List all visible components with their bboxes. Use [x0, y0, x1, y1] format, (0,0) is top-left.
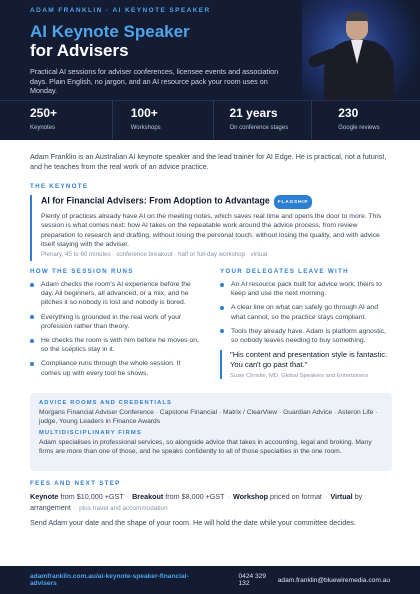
keynote-title-text: AI for Financial Advisers: From Adoption to Advantage: [41, 195, 270, 206]
bullet-dot-icon: [220, 283, 224, 287]
title-line-2: for Advisers: [30, 41, 129, 60]
list-item: [220, 327, 392, 345]
delegates-heading: YOUR DELEGATES LEAVE WITH: [220, 268, 349, 275]
fees-line: [30, 492, 392, 514]
bullet-dot-icon: [30, 362, 34, 366]
firms-heading: MULTIDISCIPLINARY FIRMS: [39, 430, 142, 436]
separator: ·: [73, 502, 77, 512]
quote-text: "His content and presentation style is fantastic. You can't go past that.": [230, 350, 388, 369]
list-item-text: A clear line on what can safely go through AI and what cannot, so the practice stays compliant.: [231, 304, 378, 321]
stat-value: 250+: [30, 106, 58, 120]
list-item: [30, 336, 200, 354]
flagship-badge: FLAGSHIP: [274, 195, 313, 209]
fee-virtual-label: Virtual: [330, 492, 353, 501]
footer-phone[interactable]: 0424 329 132: [238, 573, 266, 587]
firms-text: Adam specialises in professional services, so alongside advice that takes in accounting, legal and broking. Many firms are more than one of those, and he speaks confidently to all of those specialties in the one room.: [39, 439, 372, 455]
bullet-dot-icon: [30, 315, 34, 319]
list-item: [30, 280, 200, 308]
bullet-dot-icon: [30, 283, 34, 287]
page-title: [30, 22, 190, 60]
list-item: [30, 359, 200, 377]
fee-virtual-price: by arrangement: [30, 492, 363, 512]
fee-breakout-label: Breakout: [132, 492, 164, 501]
stat-label: Google reviews: [338, 125, 380, 131]
bullet-dot-icon: [30, 339, 34, 343]
hero-banner: [0, 0, 420, 100]
keynote-heading: THE KEYNOTE: [30, 183, 89, 190]
keynote-formats: Plenary, 45 to 60 minutes · conference breakout · half or full-day workshop · virtual: [41, 251, 268, 259]
bullet-dot-icon: [220, 329, 224, 333]
stat-reviews: [312, 101, 420, 140]
list-item-text: Everything is grounded in the real work of your profession rather than theory.: [41, 313, 182, 330]
stat-years: [214, 101, 313, 140]
list-item: [30, 313, 200, 331]
keynote-card: [30, 195, 392, 261]
hero-tag: ADAM FRANKLIN · AI KEYNOTE SPEAKER: [30, 7, 211, 14]
list-item-text: An AI resource pack built for advice work, theirs to keep and use the next morning.: [231, 281, 382, 298]
credentials-panel: [30, 393, 392, 471]
testimonial-quote: [220, 350, 392, 379]
stat-value: 230: [338, 106, 359, 120]
speaker-hair: [346, 12, 368, 21]
list-item-text: Compliance runs through the whole session. It comes up with every tool he shows.: [41, 360, 181, 377]
intro-paragraph: Adam Franklin is an Australian AI keynote speaker and the lead trainer for AI Edge. He is practical, not a futurist, and he teaches from the real work of an advice practice.: [30, 152, 387, 171]
fee-breakout-price: from $8,000 +GST: [165, 492, 225, 501]
list-item-text: Tools they already have. Adam is platform agnostic, so nobody leaves needing to buy something.: [231, 327, 386, 345]
fee-workshop-price: priced on format: [270, 492, 322, 501]
keynote-description: Plenty of practices already have AI on the meeting notes, which saves real time and opens the door to more. This session is what comes next: how AI takes on the repeatable work around the advice process, from review preparation to research and drafting, without losing the personal touch, without losing the quality, and with advice itself staying with the adviser.: [41, 213, 382, 248]
how-list: [30, 280, 200, 383]
footer-email-link[interactable]: adam.franklin@bluewiremedia.com.au: [277, 576, 390, 584]
list-item: [220, 280, 392, 298]
how-heading: HOW THE SESSION RUNS: [30, 268, 134, 275]
speaker-photo: [302, 0, 420, 100]
stat-keynotes: [0, 101, 113, 140]
rooms-heading: ADVICE ROOMS AND CREDENTIALS: [39, 400, 173, 406]
rooms-text: Morgans Financial Adviser Conference · Capstone Financial · Matrix / ClearView · Guardian Advice · Asteron Life · judge, Young Leaders in Finance Awards: [39, 409, 378, 425]
fee-keynote-label: Keynote: [30, 492, 59, 501]
keynote-title: [41, 195, 392, 209]
stat-label: On conference stages: [229, 125, 289, 131]
separator: ·: [126, 492, 130, 501]
stat-value: 100+: [130, 106, 158, 120]
footer: [0, 566, 420, 594]
stat-label: Keynotes: [30, 125, 56, 131]
separator: ·: [227, 492, 230, 501]
list-item-text: Adam checks the room's AI experience before the day. All beginners, all advanced, or a mix, and he pitches it so nobody is lost and nobody is bored.: [41, 281, 191, 307]
stat-workshops: [113, 101, 214, 140]
fees-heading: FEES AND NEXT STEP: [30, 480, 121, 487]
stat-label: Workshops: [130, 125, 161, 131]
next-step-text: Send Adam your date and the shape of your room. He will hold the date while your committee decides.: [30, 518, 357, 527]
list-item: [220, 303, 392, 321]
stat-value: 21 years: [229, 106, 278, 120]
fee-workshop-label: Workshop: [232, 492, 268, 501]
fee-keynote-price: from $10,000 +GST: [60, 492, 124, 501]
quote-citation: Susie Christie, MD, Global Speakers and Entertainers: [230, 373, 369, 379]
bullet-dot-icon: [220, 306, 224, 310]
delegates-list: [220, 280, 392, 350]
list-item-text: He checks the room is with him before he moves on, so the sceptics stay in it.: [41, 337, 199, 354]
stats-bar: [0, 100, 420, 140]
hero-description: Practical AI sessions for adviser conferences, licensee events and association days. Plain English, no jargon, and an AI resource pack your room uses on Monday.: [30, 67, 279, 96]
title-line-1: AI Keynote Speaker: [30, 22, 190, 41]
footer-url-link[interactable]: adamfranklin.com.au/ai-keynote-speaker-financial-advisers: [30, 573, 189, 587]
fee-travel: plus travel and accommodation: [79, 504, 168, 512]
separator: ·: [324, 492, 328, 501]
